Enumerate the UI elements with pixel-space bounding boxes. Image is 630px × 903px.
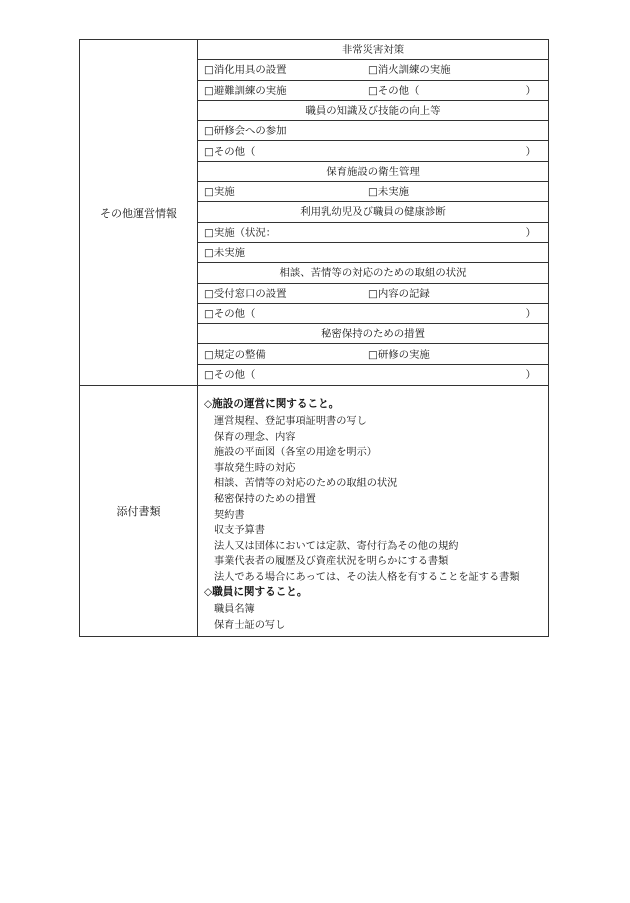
checkbox-confidentiality-training[interactable]: □研修の実施 bbox=[368, 348, 430, 361]
checkbox-complaints-other[interactable]: □その他（ bbox=[204, 307, 256, 320]
checkbox-hygiene-not-done[interactable]: □未実施 bbox=[368, 186, 409, 199]
list-item: 法人である場合にあっては、その法人格を有することを証する書類 bbox=[214, 572, 520, 583]
list-item: 職員名簿 bbox=[214, 604, 255, 615]
complaints-row-1 bbox=[198, 284, 548, 304]
confidentiality-row-2 bbox=[198, 365, 548, 385]
confidentiality-row-1 bbox=[198, 345, 548, 365]
disaster-header: 非常災害対策 bbox=[198, 40, 548, 60]
facility-heading: ◇施設の運営に関すること。 bbox=[204, 398, 340, 410]
paren-close: ） bbox=[525, 84, 536, 97]
list-item: 法人又は団体においては定款、寄付行為その他の規約 bbox=[214, 540, 459, 552]
staff-heading: ◇職員に関すること。 bbox=[204, 586, 308, 598]
hygiene-header: 保育施設の衛生管理 bbox=[198, 162, 548, 182]
checkbox-health-check-done[interactable]: □実施（状況： bbox=[204, 226, 277, 239]
list-item: 秘密保持のための措置 bbox=[214, 494, 316, 505]
checkbox-training-attendance[interactable]: □研修会への参加 bbox=[204, 125, 287, 138]
checkbox-confidentiality-other[interactable]: □その他（ bbox=[204, 368, 256, 381]
hygiene-row bbox=[198, 182, 548, 202]
list-item: 契約書 bbox=[214, 509, 245, 521]
health-check-header: 利用乳幼児及び職員の健康診断 bbox=[198, 202, 548, 222]
paren-close: ） bbox=[525, 368, 536, 381]
disaster-row-1 bbox=[198, 60, 548, 80]
list-item: 収支予算書 bbox=[214, 525, 265, 537]
section-label-attachments: 添付書類 bbox=[80, 386, 198, 636]
checkbox-health-check-not-done[interactable]: □未実施 bbox=[204, 247, 245, 259]
list-item: 保育士証の写し bbox=[214, 619, 286, 631]
list-item: 施設の平面図（各室の用途を明示） bbox=[214, 447, 377, 459]
paren-close: ） bbox=[525, 145, 536, 158]
checkbox-fire-drill[interactable]: □消火訓練の実施 bbox=[368, 64, 451, 77]
checkbox-fire-equipment[interactable]: □消化用具の設置 bbox=[204, 64, 287, 77]
health-check-row-2 bbox=[198, 243, 548, 263]
attachments-list bbox=[198, 386, 548, 636]
staff-skill-header: 職員の知識及び技能の向上等 bbox=[198, 101, 548, 121]
checkbox-staff-skill-other[interactable]: □その他（ bbox=[204, 145, 256, 158]
list-item: 運営規程、登記事項証明書の写し bbox=[214, 416, 367, 427]
checkbox-record-content[interactable]: □内容の記録 bbox=[368, 287, 430, 300]
staff-skill-row-2 bbox=[198, 142, 548, 162]
paren-close: ） bbox=[525, 226, 536, 239]
disaster-row-2 bbox=[198, 81, 548, 101]
checkbox-disaster-other[interactable]: □その他（ bbox=[368, 84, 420, 97]
staff-skill-row-1 bbox=[198, 121, 548, 141]
confidentiality-header: 秘密保持のための措置 bbox=[198, 324, 548, 344]
list-item: 保育の理念、内容 bbox=[214, 431, 296, 443]
checkbox-evacuation-drill[interactable]: □避難訓練の実施 bbox=[204, 84, 287, 97]
list-item: 事業代表者の履歴及び資産状況を明らかにする書類 bbox=[214, 556, 449, 568]
info-table bbox=[79, 39, 549, 637]
list-item: 相談、苦情等の対応のための取組の状況 bbox=[214, 478, 398, 490]
checkbox-reception-desk[interactable]: □受付窓口の設置 bbox=[204, 287, 287, 300]
complaints-header: 相談、苦情等の対応のための取組の状況 bbox=[198, 263, 548, 283]
paren-close: ） bbox=[525, 307, 536, 320]
health-check-row-1 bbox=[198, 223, 548, 243]
section-label-other-operation: その他運営情報 bbox=[80, 40, 198, 385]
checkbox-regulations[interactable]: □規定の整備 bbox=[204, 348, 266, 361]
list-item: 事故発生時の対応 bbox=[214, 462, 296, 474]
checkbox-hygiene-done[interactable]: □実施 bbox=[204, 186, 235, 199]
complaints-row-2 bbox=[198, 304, 548, 324]
